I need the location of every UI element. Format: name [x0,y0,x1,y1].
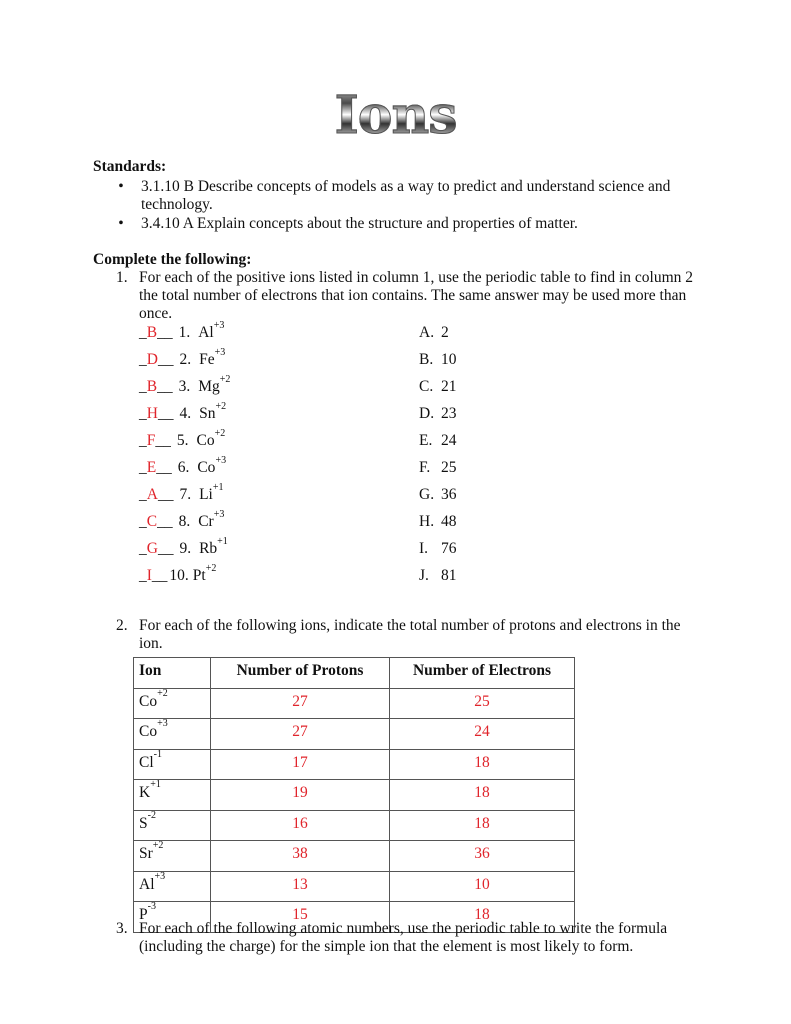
q1-item [139,401,227,423]
standard-item-2: 3.4.10 A Explain concepts about the structure and properties of matter. [141,215,578,232]
answer-blank[interactable]: _E__ [139,459,172,476]
choice-value: 2 [441,324,449,341]
ion-charge: +1 [217,536,228,547]
table-header-row [134,658,575,689]
choice-letter: A. [419,324,435,341]
item-number: 5. [176,432,189,449]
ion-symbol: Co [139,692,158,710]
answer-blank[interactable]: _G__ [139,540,174,557]
bullet-icon: • [118,178,124,195]
q1-item [139,374,231,396]
ion-cell [134,871,211,902]
ion-charge: -1 [153,748,162,760]
answer-letter: B [146,324,158,341]
q3-text-line2: (including the charge) for the simple ion that the element is most likely to form. [139,938,634,955]
q1-item [139,482,224,504]
q1-text-line3: once. [139,305,173,322]
ion-symbol: Co [139,723,158,740]
ion-charge: +2 [219,374,231,385]
q1-choice [419,432,457,450]
electrons-cell[interactable]: 18 [390,749,575,780]
q3-number: 3. [116,920,128,937]
choice-value: 23 [441,405,457,422]
answer-letter: D [146,351,158,368]
item-number: 8. [178,513,191,530]
answer-letter: C [146,513,158,530]
answer-letter: A [146,486,158,503]
protons-cell[interactable]: 27 [211,719,390,750]
ion-symbol: Cr [198,513,214,530]
choice-letter: C. [419,378,434,395]
ion-cell [134,841,211,872]
electrons-cell[interactable]: 18 [390,902,575,933]
bullet-icon: • [118,215,124,232]
answer-blank[interactable]: _B__ [139,324,173,341]
table-row [134,719,575,750]
q1-text-line2: the total number of electrons that ion contains. The same answer may be used more than [139,287,687,304]
ion-symbol: Cl [139,753,154,771]
protons-electrons-table [133,657,575,933]
q1-number: 1. [116,269,128,286]
ion-symbol: Li [199,486,213,503]
choice-letter: H. [419,513,435,530]
electrons-cell[interactable]: 10 [390,871,575,902]
ion-charge: +2 [215,401,227,412]
choice-letter: J. [419,567,429,584]
ion-symbol: Sn [199,405,216,422]
q1-item [139,428,226,450]
answer-letter: B [146,378,158,395]
q3-text-line1: For each of the following atomic numbers, use the periodic table to write the formula [139,920,668,937]
ion-charge: +3 [214,347,226,358]
table-row [134,841,575,872]
choice-letter: F. [419,459,431,476]
q1-choice [419,405,457,423]
choice-value: 24 [441,432,457,449]
answer-letter: H [146,405,158,422]
q1-item [139,509,225,531]
item-number: 4. [179,405,192,422]
answer-blank[interactable]: _A__ [139,486,174,503]
protons-cell[interactable]: 27 [211,688,390,719]
choice-value: 76 [441,540,457,557]
protons-cell[interactable]: 38 [211,841,390,872]
item-number: 9. [179,540,192,557]
table-row [134,749,575,780]
protons-cell[interactable]: 13 [211,871,390,902]
ion-cell [134,810,211,841]
electrons-cell[interactable]: 18 [390,810,575,841]
q2-text-line2: ion. [139,635,163,652]
ion-symbol: Co [197,459,216,476]
item-number: 6. [177,459,190,476]
q1-choice [419,540,457,558]
electrons-cell[interactable]: 18 [390,780,575,811]
answer-blank[interactable]: _D__ [139,351,174,368]
header-electrons: Number of Electrons [390,658,575,689]
ion-charge: +3 [157,718,168,729]
answer-letter: F [146,432,156,449]
ion-symbol: Al [139,875,155,893]
choice-value: 25 [441,459,457,476]
ion-cell [134,719,211,750]
ion-charge: +2 [205,563,217,574]
ion-symbol: P [139,906,148,923]
ion-symbol: Co [196,432,215,449]
answer-letter: E [146,459,157,476]
ion-charge: +3 [213,320,225,331]
item-number: 3. [178,378,191,395]
ion-charge: +2 [152,840,164,851]
ion-symbol: Pt [192,567,206,584]
ion-charge: +3 [213,509,225,520]
q2-number: 2. [116,617,128,634]
item-number: 1. [178,324,191,341]
ion-charge: +2 [214,428,226,439]
document-title: Ions [0,84,791,148]
protons-cell[interactable]: 17 [211,749,390,780]
q1-item [139,563,217,585]
header-ion: Ion [134,658,211,689]
table-row [134,688,575,719]
ion-cell [134,780,211,811]
ion-symbol: Al [198,324,214,341]
q1-item [139,455,227,477]
table-row [134,780,575,811]
choice-value: 48 [441,513,457,530]
ion-cell [134,688,211,719]
q1-text-line1: For each of the positive ions listed in column 1, use the periodic table to find in column 2 [139,269,694,286]
choice-letter: I. [419,540,429,557]
q2-text-line1: For each of the following ions, indicate the total number of protons and electrons in the [139,617,681,634]
table-row [134,810,575,841]
choice-letter: E. [419,432,433,449]
standards-heading: Standards: [93,158,167,175]
ion-symbol: K [139,784,151,801]
protons-cell[interactable]: 16 [211,810,390,841]
q1-choice [419,378,457,396]
standard-item-1-line1: 3.1.10 B Describe concepts of models as a way to predict and understand science and [141,178,671,195]
answer-blank[interactable]: _C__ [139,513,173,530]
electrons-cell[interactable]: 25 [390,688,575,719]
ion-cell [134,749,211,780]
item-number: 10. [169,567,189,584]
choice-letter: G. [419,486,435,503]
protons-cell[interactable]: 19 [211,780,390,811]
electrons-cell[interactable]: 36 [390,841,575,872]
table-row [134,871,575,902]
standard-item-1-line2: technology. [141,196,213,213]
ion-symbol: Rb [199,540,218,557]
ion-charge: +2 [157,687,168,699]
answer-blank[interactable]: _I__ [139,567,168,584]
q1-item [139,320,225,342]
q1-choice [419,486,457,504]
q1-choice [419,513,457,531]
answer-letter: G [146,540,158,557]
ion-charge: -2 [147,809,156,821]
q1-item [139,536,228,558]
choice-value: 81 [441,567,457,584]
ion-symbol: Fe [199,351,215,368]
ion-symbol: Mg [198,378,220,395]
q1-choice [419,351,457,369]
q1-choice [419,324,449,342]
ion-symbol: Sr [139,845,153,862]
answer-letter: I [146,567,152,584]
answer-blank[interactable]: _B__ [139,378,173,395]
ion-charge: +1 [150,779,161,790]
ion-charge: +3 [215,455,227,466]
choice-value: 21 [441,378,457,395]
answer-blank[interactable]: _H__ [139,405,174,422]
complete-heading: Complete the following: [93,251,252,268]
q1-choice [419,567,457,585]
choice-letter: D. [419,405,435,422]
electrons-cell[interactable]: 24 [390,719,575,750]
choice-letter: B. [419,351,434,368]
ion-charge: -3 [147,901,156,912]
ion-charge: +1 [212,482,224,493]
q1-choice [419,459,457,477]
choice-value: 36 [441,486,457,503]
ion-symbol: S [139,814,148,832]
ion-charge: +3 [154,870,166,882]
item-number: 7. [179,486,192,503]
answer-blank[interactable]: _F__ [139,432,171,449]
header-protons: Number of Protons [211,658,390,689]
choice-value: 10 [441,351,457,368]
protons-cell[interactable]: 15 [211,902,390,933]
item-number: 2. [179,351,192,368]
q1-item [139,347,226,369]
